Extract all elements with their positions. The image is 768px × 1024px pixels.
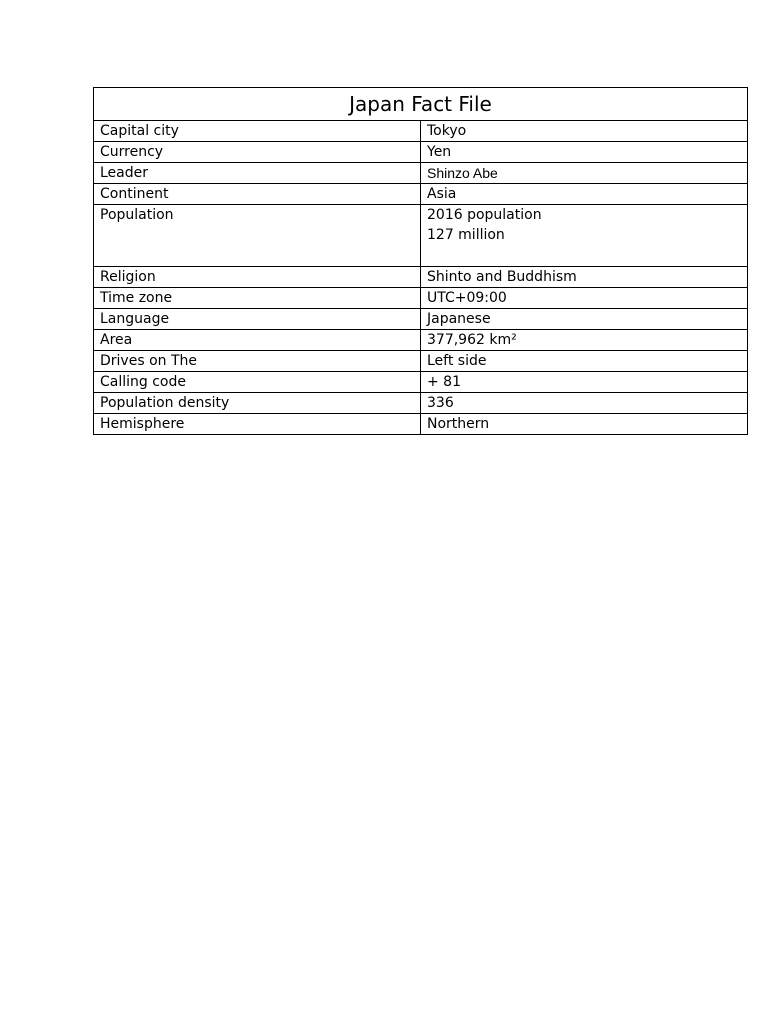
table-row-hemisphere <box>94 414 748 435</box>
table-row-time-zone <box>94 288 748 309</box>
row-label: Capital city <box>94 121 421 142</box>
table-title: Japan Fact File <box>94 88 748 121</box>
row-value: 377,962 km² <box>421 330 748 351</box>
table-row-drives-on <box>94 351 748 372</box>
row-label: Population <box>94 205 421 267</box>
row-value: Shinto and Buddhism <box>421 267 748 288</box>
table-row-calling-code <box>94 372 748 393</box>
row-value: Left side <box>421 351 748 372</box>
population-count: 127 million <box>427 227 505 243</box>
row-value: Tokyo <box>421 121 748 142</box>
row-label: Area <box>94 330 421 351</box>
row-label: Language <box>94 309 421 330</box>
row-label: Calling code <box>94 372 421 393</box>
table-row-area <box>94 330 748 351</box>
row-label: Time zone <box>94 288 421 309</box>
row-label: Currency <box>94 142 421 163</box>
population-year: 2016 population <box>427 207 542 223</box>
table-row-religion <box>94 267 748 288</box>
table-row-leader <box>94 163 748 184</box>
title-row <box>94 88 748 121</box>
row-label: Drives on The <box>94 351 421 372</box>
row-label: Continent <box>94 184 421 205</box>
row-value: Yen <box>421 142 748 163</box>
fact-file-sheet <box>93 87 748 435</box>
row-label: Religion <box>94 267 421 288</box>
row-value: + 81 <box>421 372 748 393</box>
row-value: Asia <box>421 184 748 205</box>
row-value: Shinzo Abe <box>421 163 748 184</box>
table-row-population-density <box>94 393 748 414</box>
table-row-language <box>94 309 748 330</box>
row-value: UTC+09:00 <box>421 288 748 309</box>
row-value: Northern <box>421 414 748 435</box>
table-row-population <box>94 205 748 267</box>
row-value: 336 <box>421 393 748 414</box>
row-label: Population density <box>94 393 421 414</box>
table-row-currency <box>94 142 748 163</box>
table-row-continent <box>94 184 748 205</box>
row-value <box>421 205 748 267</box>
table-row-capital-city <box>94 121 748 142</box>
row-value: Japanese <box>421 309 748 330</box>
row-label: Leader <box>94 163 421 184</box>
row-label: Hemisphere <box>94 414 421 435</box>
fact-table <box>93 87 748 435</box>
